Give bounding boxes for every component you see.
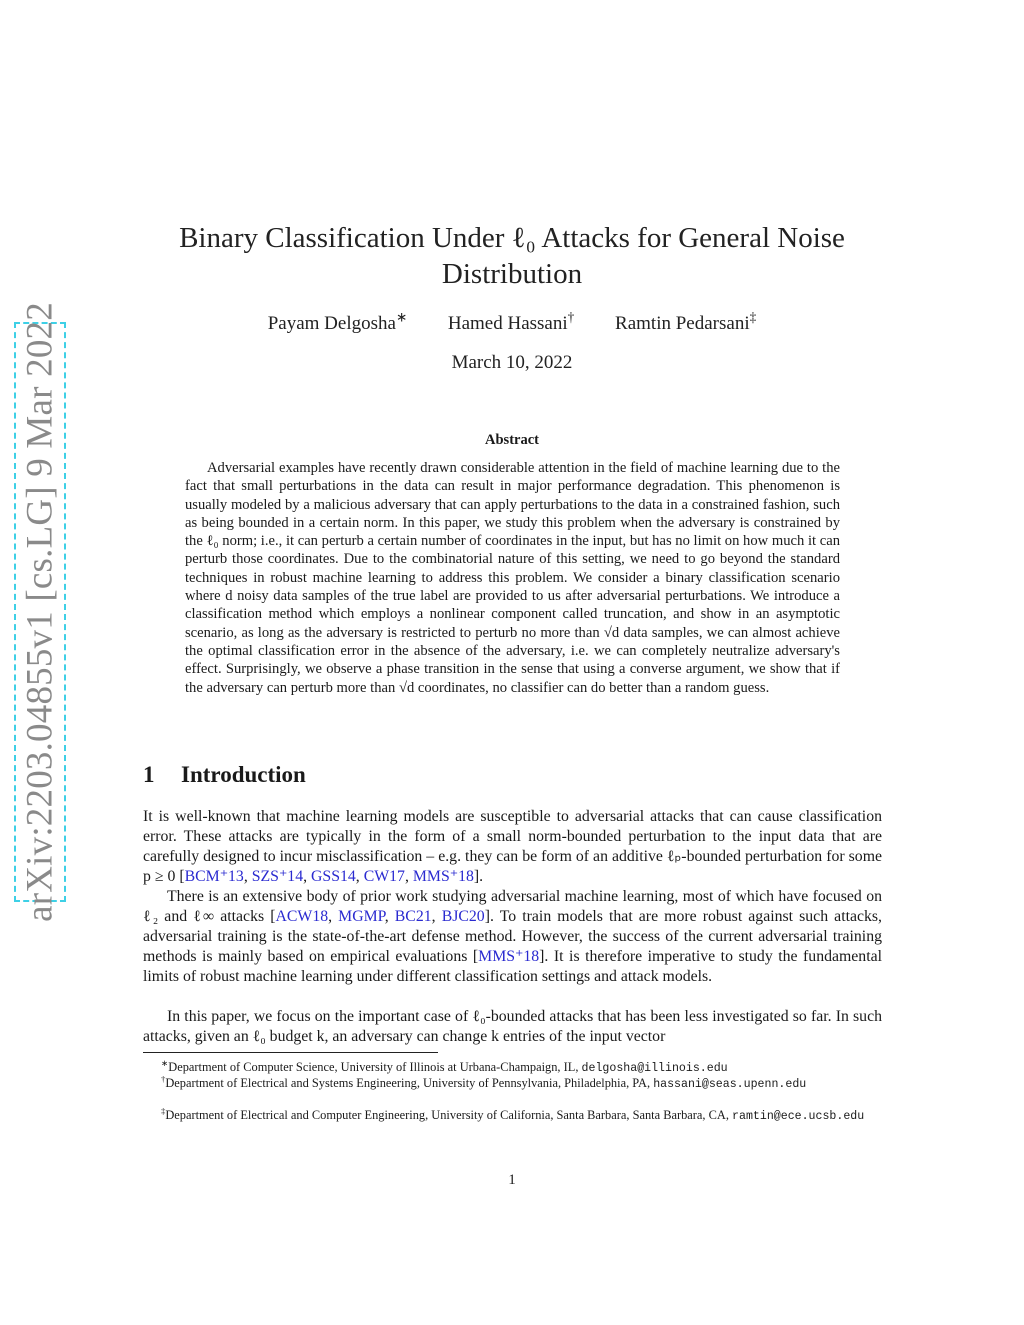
- citation-link[interactable]: SZS⁺14: [251, 868, 304, 885]
- citation-link[interactable]: CW17: [363, 868, 405, 885]
- abstract-text: Adversarial examples have recently drawn considerable attention in the field of machine learning due to the fact that small perturbations in the data can result in major performance degradation. This phenomenon is usually modeled by a malicious adversary that can apply perturbations to the data in a constrained fashion, such as being bounded in a certain norm. In this paper, we study this problem when the adversary is constrained by the ℓ₀ norm; i.e., it can perturb a certain number of coordinates in the input, but has no limit on how much it can perturb those coordinates. Due to the combinatorial nature of this setting, we need to go beyond the standard techniques in robust machine learning to address this problem. We consider a binary classification scenario where d noisy data samples of the true label are provided to us after adversarial perturbations. We introduce a classification method which employs a nonlinear component called truncation, and show in an asymptotic scenario, as long as the adversary is restricted to perturb no more than √d data samples, we can almost achieve the optimal classification error in the absence of the adversary, i.e. we can completely neutralize adversary's effect. Surprisingly, we observe a phase transition in the sense that using a converse argument, we show that if the adversary can perturb more than √d coordinates, no classifier can do better than a random guess.: [185, 460, 840, 696]
- intro-paragraph-1: It is well-known that machine learning models are susceptible to adversarial attacks that can cause classification error. These attacks are typically in the form of a small norm-bounded perturbation to the input data that are carefully designed to incur misclassification – e.g. they can be form of an additive ℓₚ-bounded perturbation for some p ≥ 0 [BCM⁺13, SZS⁺14, GSS14, CW17, MMS⁺18].: [143, 808, 882, 885]
- footnote-divider: [143, 1052, 438, 1053]
- footnote-3: ‡Department of Electrical and Computer Engineering, University of California, Santa Barbara, Santa Barbara, CA, ramtin@ece.ucsb.edu: [161, 1105, 865, 1123]
- citation-link[interactable]: BC21: [394, 908, 432, 925]
- section-number: 1: [143, 762, 155, 787]
- footnote-1: ∗Department of Computer Science, University of Illinois at Urbana-Champaign, IL, delgosha@illinois.edu: [161, 1057, 728, 1075]
- citation-link[interactable]: ACW18: [275, 908, 329, 925]
- email: hassani@seas.upenn.edu: [653, 1078, 807, 1091]
- paper-title: [150, 220, 874, 292]
- citation-link[interactable]: GSS14: [311, 868, 356, 885]
- citation-link[interactable]: MGMP: [338, 908, 385, 925]
- email: delgosha@illinois.edu: [581, 1062, 728, 1075]
- abstract-heading: Abstract: [485, 432, 539, 448]
- title-line-1: Binary Classification Under ℓ₀ Attacks for General Noise: [179, 222, 845, 254]
- section-heading: [143, 762, 306, 788]
- author-list: [150, 309, 874, 335]
- arxiv-stamp: [14, 302, 66, 922]
- author-3: Ramtin Pedarsani‡: [615, 309, 757, 334]
- title-line-2: Distribution: [441, 258, 583, 290]
- section-title: Introduction: [181, 762, 306, 787]
- citation-link[interactable]: MMS⁺18: [412, 868, 474, 885]
- citation-link[interactable]: MMS⁺18: [478, 948, 540, 965]
- author-1: Payam Delgosha∗: [267, 309, 408, 334]
- page-number: 1: [508, 1172, 516, 1188]
- intro-paragraph-2: There is an extensive body of prior work studying adversarial machine learning, most of which have focused on ℓ₂ and ℓ∞ attacks [ACW18, MGMP, BC21, BJC20]. To train models that are more robust against such attacks, adversarial training is the state-of-the-art defense method. However, the success of the current adversarial training methods is mainly based on empirical evaluations [MMS⁺18]. It is therefore imperative to study the fundamental limits of robust machine learning under different classification settings and attack models.: [143, 888, 882, 985]
- citation-link[interactable]: BCM⁺13: [184, 868, 244, 885]
- citation-link[interactable]: BJC20: [441, 908, 485, 925]
- footnote-2: †Department of Electrical and Systems Engineering, University of Pennsylvania, Philadelphia, PA, hassani@seas.upenn.edu: [161, 1073, 807, 1091]
- intro-paragraph-3: In this paper, we focus on the important case of ℓ₀-bounded attacks that has been less investigated so far. In such attacks, given an ℓ₀ budget k, an adversary can change k entries of the input vector: [143, 1008, 882, 1045]
- email: ramtin@ece.ucsb.edu: [732, 1110, 865, 1123]
- author-2: Hamed Hassani†: [447, 309, 575, 334]
- paper-date: March 10, 2022: [451, 352, 573, 373]
- arxiv-stamp-text: arXiv:2203.04855v1 [cs.LG] 9 Mar 2022: [19, 302, 61, 922]
